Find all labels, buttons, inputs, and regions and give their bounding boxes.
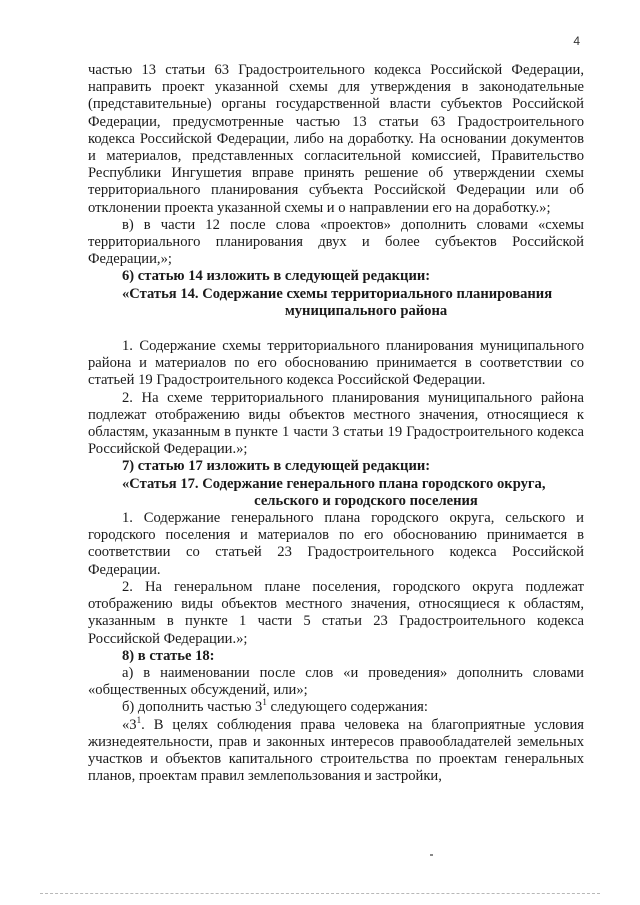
spacer <box>88 320 584 338</box>
item-b-text-tail: следующего содержания: <box>266 699 428 716</box>
paragraph-item-b <box>88 699 584 716</box>
page-number: 4 <box>573 34 580 48</box>
paragraph-item-8: 8) в статье 18: <box>122 647 215 664</box>
scan-speck <box>430 854 433 856</box>
article-14-heading-line1: «Статья 14. Содержание схемы территориального планирования <box>122 285 553 302</box>
part-3-1-prefix: «3 <box>122 716 137 733</box>
item-b-text: б) дополнить частью 3 <box>122 699 263 716</box>
paragraph-item-a: а) в наименовании после слов «и проведения» дополнить словами «общественных обсуждений, или»; <box>88 664 584 699</box>
article-17-heading-line1: «Статья 17. Содержание генерального плана городского округа, <box>122 475 546 492</box>
paragraph-continuation: частью 13 статьи 63 Градостроительного кодекса Российской Федерации, направить проект указанной схемы для утверждения в законодательные (представительные) органы государственной власти субъектов Российской Федерации, предусмотренные частью 13 статьи 63 Градостроительного кодекса Российской Федерации, либо на доработку. На основании документов и материалов, представленных согласительной комиссией, Правительство Республики Ингушетия вправе принять решение об утверждении схемы территориального планирования субъекта Российской Федерации или об отклонении проекта указанной схемы и о направлении его на доработку.»; <box>88 62 584 216</box>
paragraph-item-v: в) в части 12 после слова «проектов» дополнить словами «схемы территориального планирования двух и более субъектов Российской Федерации,»; <box>88 216 584 268</box>
article-14-heading-line2: муниципального района <box>284 302 448 319</box>
scan-edge-artifact <box>40 893 600 897</box>
article-17-point-2: 2. На генеральном плане поселения, городского округа подлежат отображению виды объектов местного значения, относящиеся к областям, указанным в пункте 1 части 5 статьи 23 Градостроительного кодекса Российской Федерации.»; <box>88 578 584 647</box>
document-body <box>88 62 584 785</box>
item-b-superscript: 1 <box>262 697 267 708</box>
paragraph-item-7: 7) статью 17 изложить в следующей редакции: <box>122 458 431 475</box>
article-17-point-1: 1. Содержание генерального плана городского округа, сельского и городского поселения и материалов по его обоснованию принимается в соответствии со статьей 23 Градостроительного кодекса Российской Федерации. <box>88 510 584 578</box>
part-3-1-body: . В целях соблюдения права человека на благоприятные условия жизнедеятельности, прав и законных интересов правообладателей земельных участков и объектов капитального строительства по проектам генеральных планов, проектам правил землепользования и застройки, <box>88 716 584 785</box>
article-14-point-2: 2. На схеме территориального планирования муниципального района подлежат отображению виды объектов местного значения, относящиеся к областям, указанным в пункте 1 части 3 статьи 19 Градостроительного кодекса Российской Федерации.»; <box>88 389 584 458</box>
paragraph-item-6: 6) статью 14 изложить в следующей редакции: <box>122 268 431 285</box>
article-14-point-1: 1. Содержание схемы территориального планирования муниципального района и материалов по его обоснованию принимается в соответствии со статьей 19 Градостроительного кодекса Российской Федерации. <box>88 338 584 389</box>
part-3-1-text <box>88 714 584 786</box>
part-3-1-superscript: 1 <box>136 714 142 725</box>
article-17-heading-line2: сельского и городского поселения <box>254 492 478 509</box>
